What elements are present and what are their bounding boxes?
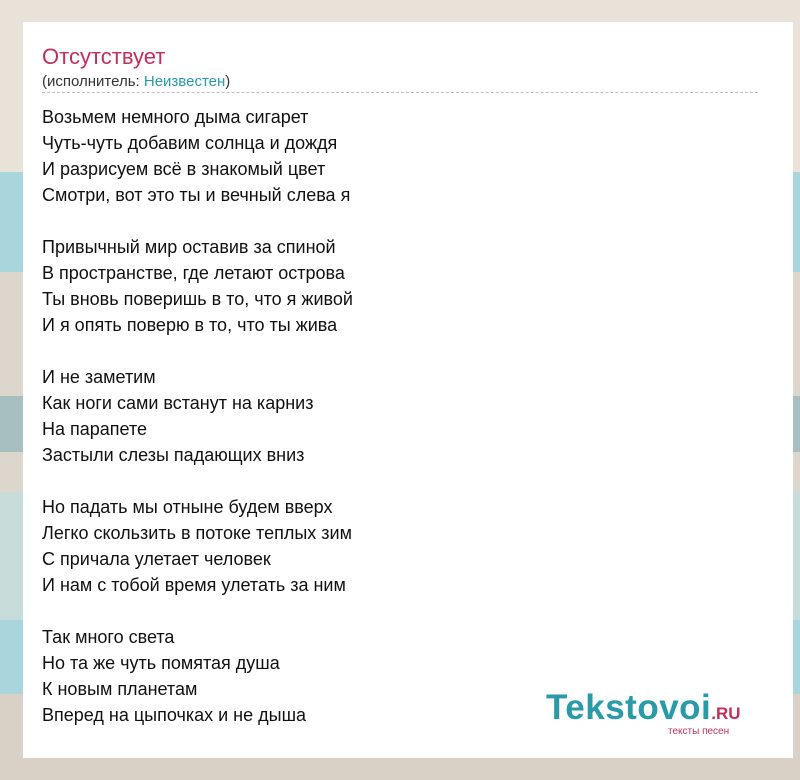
- stanza: [42, 494, 742, 598]
- lyric-line: К новым планетам: [42, 679, 198, 699]
- lyrics-card: [23, 22, 793, 758]
- lyric-line: Но падать мы отныне будем вверх: [42, 497, 333, 517]
- lyric-line: Как ноги сами встанут на карниз: [42, 393, 314, 413]
- logo-tagline: тексты песен: [668, 726, 730, 737]
- artist-link[interactable]: Неизвестен: [143, 73, 226, 90]
- lyric-line: Так много света: [42, 627, 175, 647]
- lyrics-body: [42, 104, 742, 754]
- lyric-line: Смотри, вот это ты и вечный слева я: [42, 185, 351, 205]
- artist-suffix: ): [225, 73, 231, 90]
- song-title: Отсутствует: [42, 44, 166, 69]
- stanza: [42, 234, 742, 338]
- artist-line: [42, 73, 230, 91]
- lyric-line: И не заметим: [42, 367, 156, 387]
- lyric-line: В пространстве, где летают острова: [42, 263, 345, 283]
- logo-tld: .RU: [711, 704, 741, 723]
- lyric-line: Ты вновь поверишь в то, что я живой: [42, 289, 353, 309]
- lyric-line: Застыли слезы падающих вниз: [42, 445, 305, 465]
- lyric-line: Легко скользить в потоке теплых зим: [42, 523, 352, 543]
- title-divider: [42, 92, 758, 93]
- lyric-line: И я опять поверю в то, что ты жива: [42, 315, 338, 335]
- lyric-line: Привычный мир оставив за спиной: [42, 237, 336, 257]
- lyric-line: Вперед на цыпочках и не дыша: [42, 705, 307, 725]
- stanza: [42, 104, 742, 208]
- lyric-line: Возьмем немного дыма сигарет: [42, 107, 309, 127]
- stanza: [42, 364, 742, 468]
- artist-prefix: (исполнитель:: [42, 73, 144, 90]
- lyric-line: И разрисуем всё в знакомый цвет: [42, 159, 326, 179]
- lyric-line: Чуть-чуть добавим солнца и дождя: [42, 133, 338, 153]
- lyric-line: И нам с тобой время улетать за ним: [42, 575, 346, 595]
- logo-name: Tekstovoi: [546, 688, 712, 727]
- lyric-line: С причала улетает человек: [42, 549, 271, 569]
- lyric-line: Но та же чуть помятая душа: [42, 653, 280, 673]
- lyric-line: На парапете: [42, 419, 148, 439]
